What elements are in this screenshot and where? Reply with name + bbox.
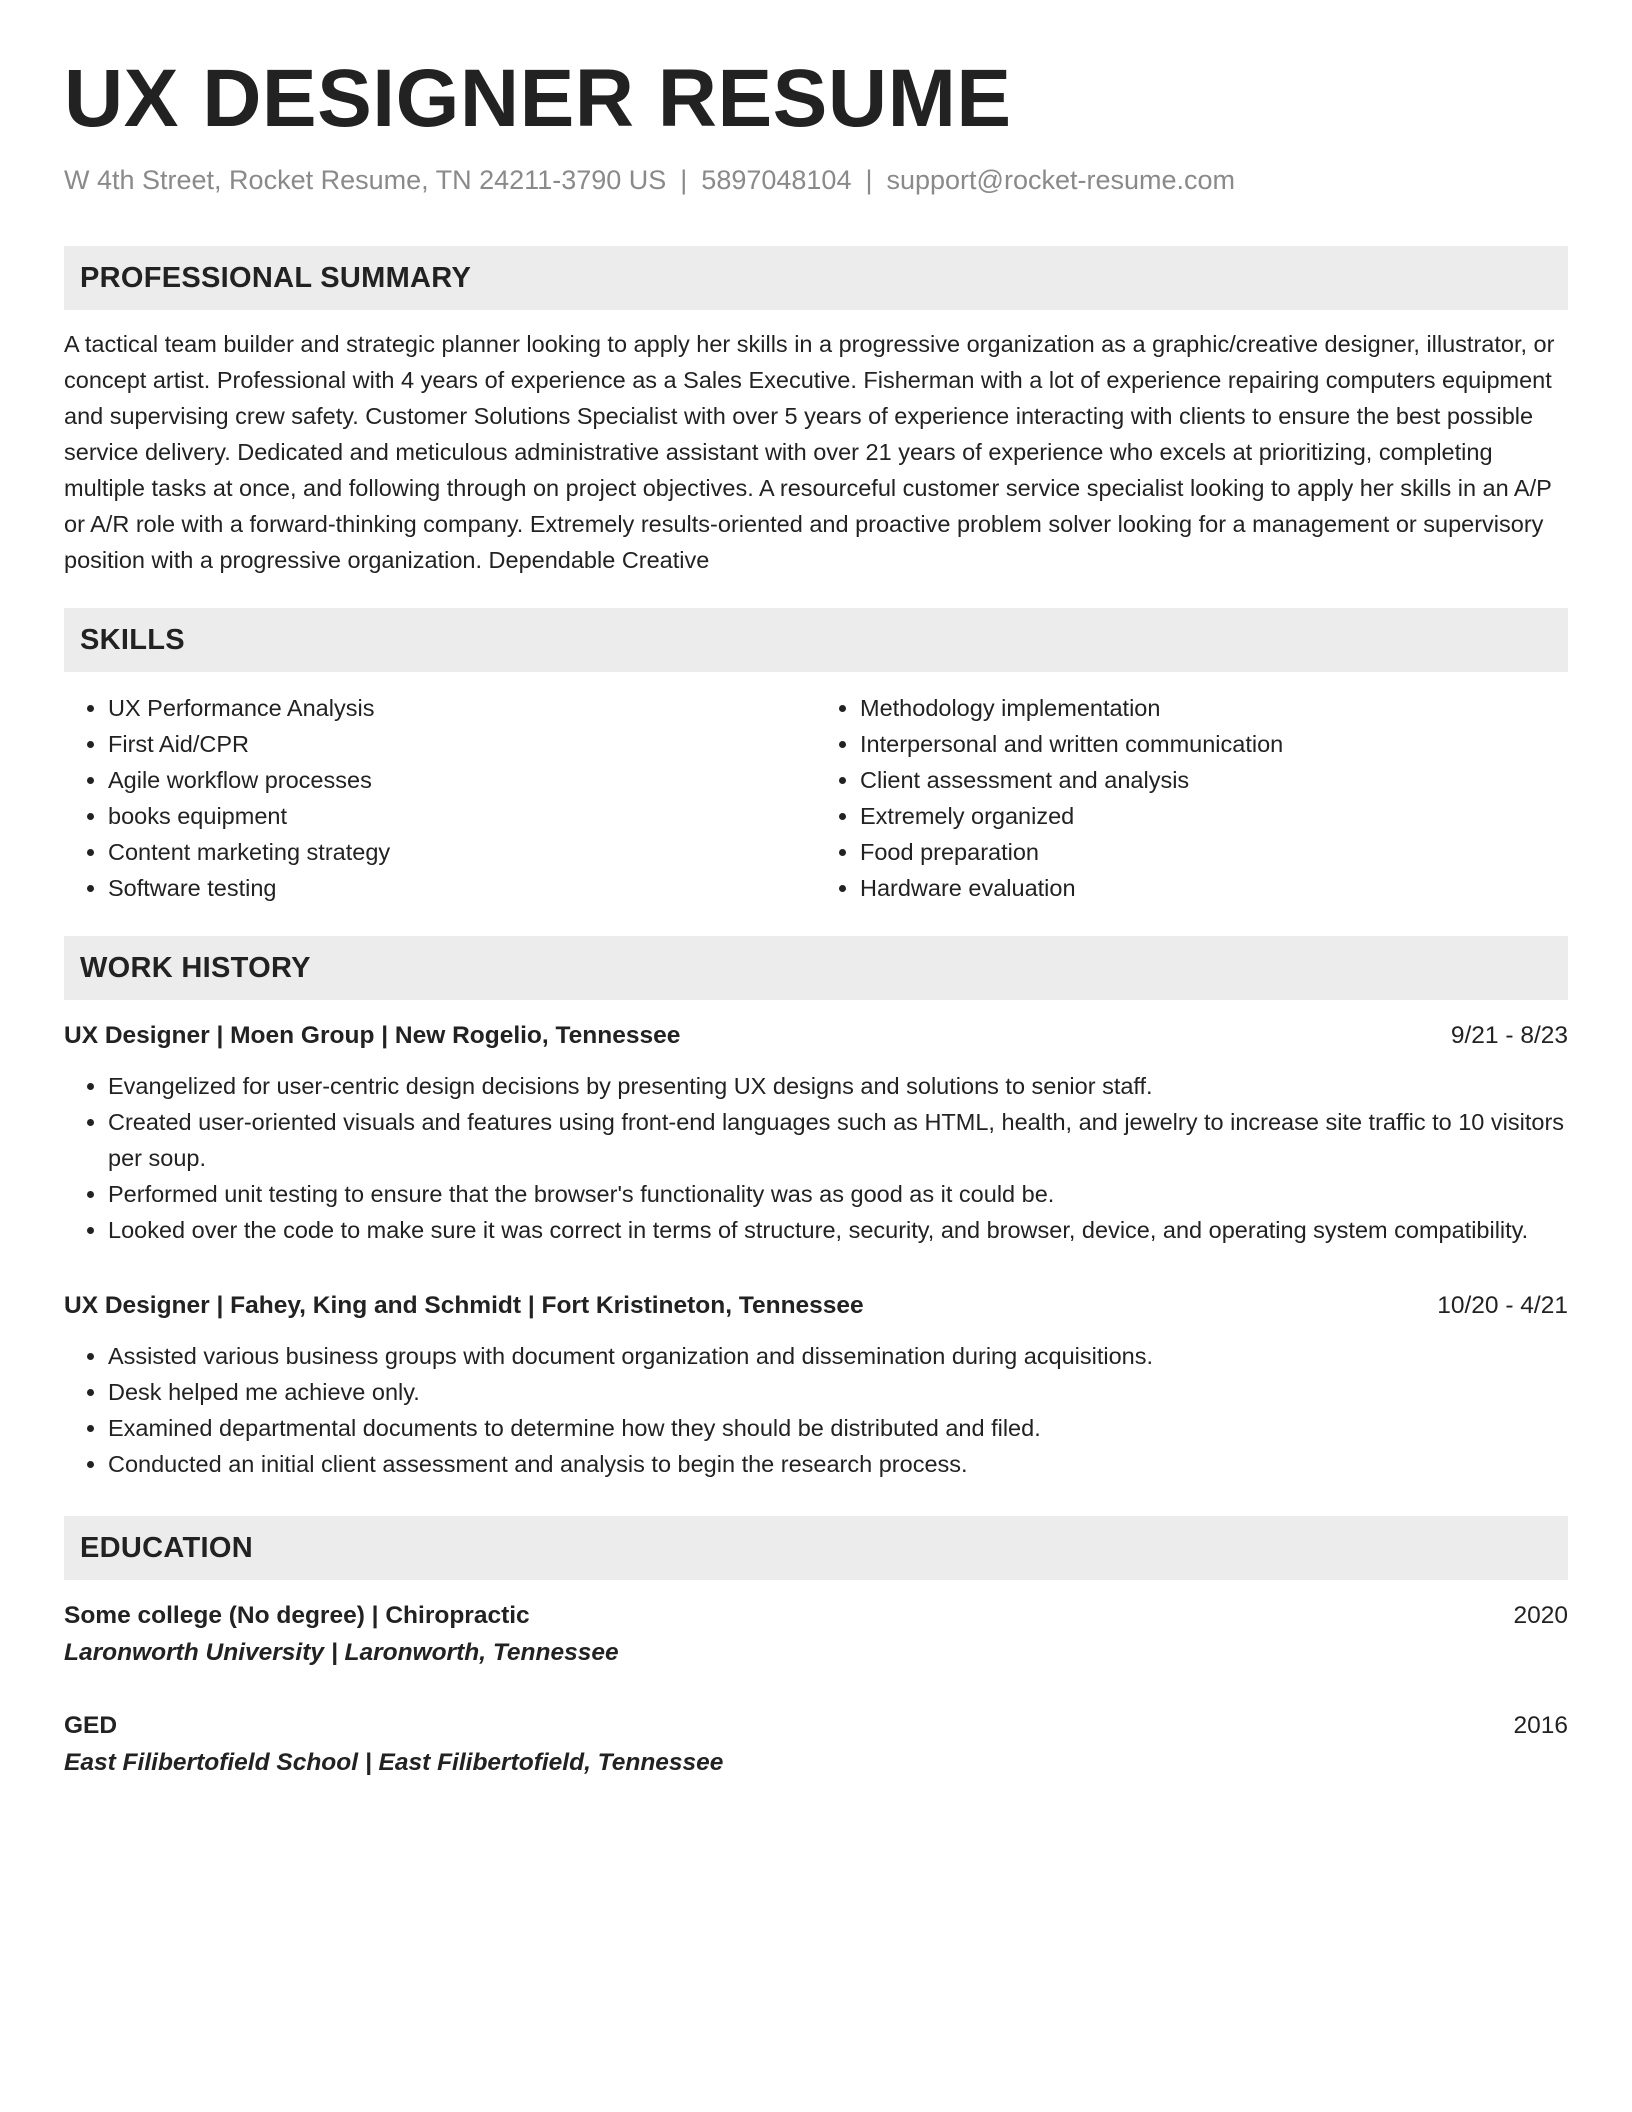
job-bullets	[64, 1068, 1568, 1248]
contact-phone: 5897048104	[701, 165, 852, 196]
contact-address: W 4th Street, Rocket Resume, TN 24211-3790 US	[64, 165, 667, 196]
education-entry	[64, 1708, 1568, 1782]
job-bullet: • Performed unit testing to ensure that the browser's functionality was as good as it could be.	[108, 1176, 1568, 1212]
resume-title: UX DESIGNER RESUME	[64, 53, 1012, 144]
education-year: 2016	[1513, 1712, 1568, 1740]
job-dates: 9/21 - 8/23	[1450, 1022, 1568, 1050]
skill-item: • UX Performance Analysis	[108, 690, 816, 726]
education-entry	[64, 1598, 1568, 1672]
job-entry	[64, 1018, 1568, 1248]
job-title: UX Designer | Fahey, King and Schmidt | Fort Kristineton, Tennessee	[64, 1292, 864, 1320]
job-bullet: • Created user-oriented visuals and features using front-end languages such as HTML, health, and jewelry to increase site traffic to 10 visitors per soup.	[108, 1104, 1568, 1176]
skill-item: • Content marketing strategy	[108, 834, 816, 870]
skill-item: • Food preparation	[860, 834, 1568, 870]
job-bullet: • Conducted an initial client assessment and analysis to begin the research process.	[108, 1446, 1568, 1482]
job-bullet: • Assisted various business groups with document organization and dissemination during acquisitions.	[108, 1338, 1568, 1374]
skill-item: • Extremely organized	[860, 798, 1568, 834]
skill-item: • Client assessment and analysis	[860, 762, 1568, 798]
job-title: UX Designer | Moen Group | New Rogelio, Tennessee	[64, 1022, 681, 1050]
education-year: 2020	[1513, 1602, 1568, 1630]
contact-separator: |	[680, 165, 688, 196]
job-bullet: • Examined departmental documents to determine how they should be distributed and filed.	[108, 1410, 1568, 1446]
contact-email: support@rocket-resume.com	[886, 165, 1236, 196]
job-bullets	[64, 1338, 1568, 1482]
section-heading-education: EDUCATION	[64, 1516, 1568, 1580]
section-heading-skills: SKILLS	[64, 608, 1568, 672]
skill-item: • Agile workflow processes	[108, 762, 816, 798]
section-heading-summary: PROFESSIONAL SUMMARY	[64, 246, 1568, 310]
summary-text: A tactical team builder and strategic planner looking to apply her skills in a progressive organization as a graphic/creative designer, illustrator, or concept artist. Professional with 4 years of experience as a Sales Executive. Fisherman with a lot of experience repairing computers equipment and supervising crew safety. Customer Solutions Specialist with over 5 years of experience interacting with clients to ensure the best possible service delivery. Dedicated and meticulous administrative assistant with over 21 years of experience who excels at prioritizing, completing multiple tasks at once, and following through on project objectives. A resourceful customer service specialist looking to apply her skills in an A/P or A/R role with a forward-thinking company. Extremely results-oriented and proactive problem solver looking for a management or supervisory position with a progressive organization. Dependable Creative	[64, 331, 1555, 574]
skill-item: • Software testing	[108, 870, 816, 906]
contact-separator: |	[865, 165, 873, 196]
skill-item: • Interpersonal and written communication	[860, 726, 1568, 762]
education-degree: Some college (No degree) | Chiropractic	[64, 1602, 530, 1630]
job-bullet: • Desk helped me achieve only.	[108, 1374, 1568, 1410]
skill-item: • First Aid/CPR	[108, 726, 816, 762]
skill-item: • Methodology implementation	[860, 690, 1568, 726]
job-entry	[64, 1288, 1568, 1482]
education-school: Laronworth University | Laronworth, Tennessee	[64, 1639, 619, 1667]
job-dates: 10/20 - 4/21	[1437, 1292, 1568, 1320]
skills-column-left	[64, 690, 816, 906]
section-heading-work-history: WORK HISTORY	[64, 936, 1568, 1000]
job-bullet: • Evangelized for user-centric design decisions by presenting UX designs and solutions to senior staff.	[108, 1068, 1568, 1104]
skills-list	[64, 690, 1568, 906]
skills-column-right	[816, 690, 1568, 906]
contact-line	[64, 164, 1568, 196]
education-degree: GED	[64, 1712, 118, 1740]
skill-item: • books equipment	[108, 798, 816, 834]
education-school: East Filibertofield School | East Filibertofield, Tennessee	[64, 1749, 724, 1777]
job-bullet: • Looked over the code to make sure it was correct in terms of structure, security, and browser, device, and operating system compatibility.	[108, 1212, 1568, 1248]
skill-item: • Hardware evaluation	[860, 870, 1568, 906]
